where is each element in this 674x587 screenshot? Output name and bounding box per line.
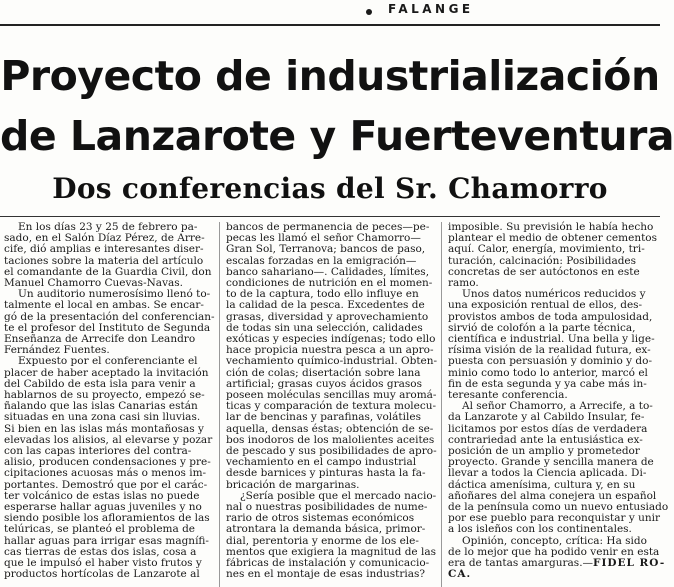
article-text-line: proyecto. Grande y sencilla manera de	[448, 456, 654, 469]
article-text-line: portantes. Demostró que por el carác-	[4, 478, 208, 491]
article-text-line: contrariedad ante la entusiástica ex-	[448, 433, 643, 446]
article-text-line: desde barnices y pinturas hasta la fa-	[226, 467, 426, 480]
article-text-line: de pescado y sus posibilidades de apro-	[226, 445, 437, 458]
article-text-line: rísima visión de la realidad futura, ex-	[448, 344, 651, 357]
article-text-line: gó de la presentación del conferencian-	[4, 310, 215, 323]
article-text-line: hallar aguas para irrigar esas magnífi-	[4, 534, 209, 547]
article-text-line: banco sahariano—. Calidades, límites,	[226, 265, 430, 278]
article-text-line: telúricas, se planteó el problema de	[4, 523, 196, 536]
article-text-line: nes en el montaje de esas industrias?	[226, 568, 425, 581]
article-text-line: provistos ambos de toda ampulosidad,	[448, 310, 653, 323]
article-text-line: puesta con persuasión y dominio y do-	[448, 355, 653, 368]
article-text-line: el comandante de la Guardia Civil, don	[4, 265, 212, 278]
article-text-line: minio como todo lo anterior, marcó el	[448, 366, 648, 379]
article-text-line: da Lanzarote y al Cabildo Insular, fe-	[448, 411, 645, 424]
article-text-line: grasas, diversidad y aprovechamiento	[226, 310, 429, 323]
article-text-line: exóticas y especies indígenas; todo ello	[226, 333, 436, 346]
article-text-line: hablarnos de su proyecto, empezó se-	[4, 389, 205, 402]
article-text-line: fábricas de instalación y comunicacio-	[226, 557, 430, 570]
article-text-line: condiciones de nutrición en el momen-	[226, 277, 433, 290]
article-text-line: sirvió de colofón a la parte técnica,	[448, 321, 636, 334]
article-text-line: ramo.	[448, 277, 479, 290]
article-text-line: situadas en una zona casi sin lluvias.	[4, 411, 201, 424]
article-text-line: de todas sin una selección, calidades	[226, 321, 423, 334]
article-text-line: licitamos por estos días de verdadera	[448, 422, 648, 435]
article-text-line: siendo posible los afloramientos de las	[4, 512, 210, 525]
article-text-line: poseen moléculas sencillas muy aromá-	[226, 389, 437, 402]
article-text-line: posición de un amplio y prometedor	[448, 445, 640, 458]
article-text-line: una exposición rentual de ellos, des-	[448, 299, 643, 312]
article-text-line: mentos que exigiera la magnitud de las	[226, 545, 436, 558]
article-text-line: imposible. Su previsión le había hecho	[448, 221, 654, 233]
article-text-line: placer de haber aceptado la invitación	[4, 366, 209, 379]
article-text-line: cipitaciones acuosas más o menos im-	[4, 467, 207, 480]
article-text-line: aquella, densas éstas; obtención de se-	[226, 422, 434, 435]
author-signature: CA.	[448, 568, 472, 581]
article-text-line: Si bien en las islas más montañosas y	[4, 422, 204, 435]
article-column-2	[226, 222, 436, 587]
article-text-line: taciones sobre la materia del artículo	[4, 254, 204, 267]
article-text-line: Al señor Chamorro, a Arrecife, a to-	[462, 400, 653, 413]
article-text-line: fin de esta segunda y ya cabe más in-	[448, 377, 647, 390]
article-text-line: lar de bencinas y parafinas, volátiles	[226, 411, 421, 424]
column-divider	[441, 222, 442, 587]
article-text-line: vechamiento en el campo industrial	[226, 456, 417, 469]
article-text-line: concretas de ser autóctonos en este	[448, 265, 640, 278]
article-text-line	[448, 557, 666, 570]
article-text-line: dáctica amenísima, cultura y, en su	[448, 478, 636, 491]
article-text-line: esperarse hallar aguas juveniles y no	[4, 501, 202, 514]
article-text-line: pecas les llamó el señor Chamorro—	[226, 232, 421, 245]
article-text-line: cife, dió amplias e interesantes diser-	[4, 243, 204, 256]
article-text-line: nal o nuestras posibilidades de nume-	[226, 501, 428, 514]
article-text-line: bos inodoros de los malolientes aceites	[226, 433, 435, 446]
article-text-line: teresante conferencia.	[448, 389, 568, 402]
article-text-line: de lo mejor que ha podido venir en esta	[448, 545, 660, 558]
article-text-line: añoñares del alma conejera un español	[448, 489, 657, 502]
article-text-line: del Cabildo de esta isla para venir a	[4, 377, 196, 390]
article-text-line: Opinión, concepto, crítica: Ha sido	[462, 534, 647, 547]
article-text-line: escalas forzadas en la emigración—	[226, 254, 417, 267]
article-text-line: ticas y comparación de textura molecu-	[226, 400, 437, 413]
article-column-1	[4, 222, 214, 587]
article-text-line: que le impulsó el haber visto frutos y	[4, 557, 202, 570]
article-text-line: atrontara la demanda básica, primor-	[226, 523, 426, 536]
headline-divider	[0, 216, 660, 217]
author-signature: FIDEL RO-	[593, 557, 666, 570]
article-text-line: plantear el medio de obtener cementos	[448, 232, 658, 245]
article-text-line: rario de otros sistemas económicos	[226, 512, 415, 525]
article-text-line: ción de colas; disertación sobre lana	[226, 366, 421, 379]
column-divider	[219, 222, 220, 587]
article-text-line: científica e industrial. Una bella y lige-	[448, 333, 655, 346]
article-text-line: hace propicia nuestra pesca a un apro-	[226, 344, 434, 357]
article-text-line: bancos de permanencia de peces—pe-	[226, 221, 430, 233]
article-text-line: En los días 23 y 25 de febrero pa-	[18, 221, 198, 233]
article-text-line: la calidad de la pesca. Excedentes de	[226, 299, 425, 312]
article-text-line: elevadas los alisios, al elevarse y pozar	[4, 433, 213, 446]
article-text-line: Unos datos numéricos reducidos y	[462, 288, 646, 301]
masthead-bullet-icon	[366, 9, 372, 15]
article-text-line: llevar a todos la Ciencia aplicada. Di-	[448, 467, 647, 480]
article-text-line: productos hortícolas de Lanzarote al	[4, 568, 200, 581]
article-column-3	[448, 221, 669, 587]
article-text-line: por ese pueblo para reconquistar y unir	[448, 512, 661, 525]
article-text-line: Gran Sol, Terranova; bancos de paso,	[226, 243, 426, 256]
article-text-line: cas tierras de estas dos islas, cosa a	[4, 545, 197, 558]
article-text-line: Un auditorio numerosísimo llenó to-	[18, 288, 211, 301]
article-text-line: de la península como un nuevo entusiado	[448, 501, 669, 514]
headline-line-1: Proyecto de industrialización	[0, 52, 660, 100]
newspaper-name: FALANGE	[388, 2, 474, 16]
article-text-line: aquí. Calor, energía, movimiento, tri-	[448, 243, 645, 256]
article-text-line: ñalando que las islas Canarias están	[4, 400, 198, 413]
article-text-line: Manuel Chamorro Cuevas-Navas.	[4, 277, 183, 290]
article-text-line: talmente el local en ambas. Se encar-	[4, 299, 204, 312]
masthead	[0, 0, 660, 26]
article-text-line: a los isleños con los continentales.	[448, 523, 632, 536]
article-text-line: ¿Sería posible que el mercado nacio-	[240, 489, 437, 502]
article-text-line: Enseñanza de Arrecife don Leandro	[4, 333, 196, 346]
article-text-line: Expuesto por el conferenciante el	[18, 355, 198, 368]
article-text-line: turación, calcinación: Posibilidades	[448, 254, 637, 267]
article-text-line: artificial; grasas cuyos ácidos grasos	[226, 377, 422, 390]
headline-line-2: de Lanzarote y Fuerteventura	[0, 112, 674, 160]
article-text-line: ter volcánico de estas islas no puede	[4, 489, 200, 502]
article-text-line: alisio, producen condensaciones y pre-	[4, 456, 211, 469]
article-text-line: con las capas interiores del contra-	[4, 445, 192, 458]
article-text-line: sado, en el Salón Díaz Pérez, de Arre-	[4, 232, 205, 245]
article-text-line: Fernández Fuentes.	[4, 344, 110, 357]
article-text-line: bricación de margarinas.	[226, 478, 360, 491]
subheadline: Dos conferencias del Sr. Chamorro	[52, 172, 608, 205]
article-text: era de tantas amarguras.—	[448, 557, 594, 570]
article-text-line: dial, perentoria y enorme de los ele-	[226, 534, 419, 547]
article-text-line: to de la captura, todo ello influye en	[226, 288, 419, 301]
article-text-line: vechamiento químico-industrial. Obten-	[226, 355, 438, 368]
article-text-line: te el profesor del Instituto de Segunda	[4, 321, 211, 334]
